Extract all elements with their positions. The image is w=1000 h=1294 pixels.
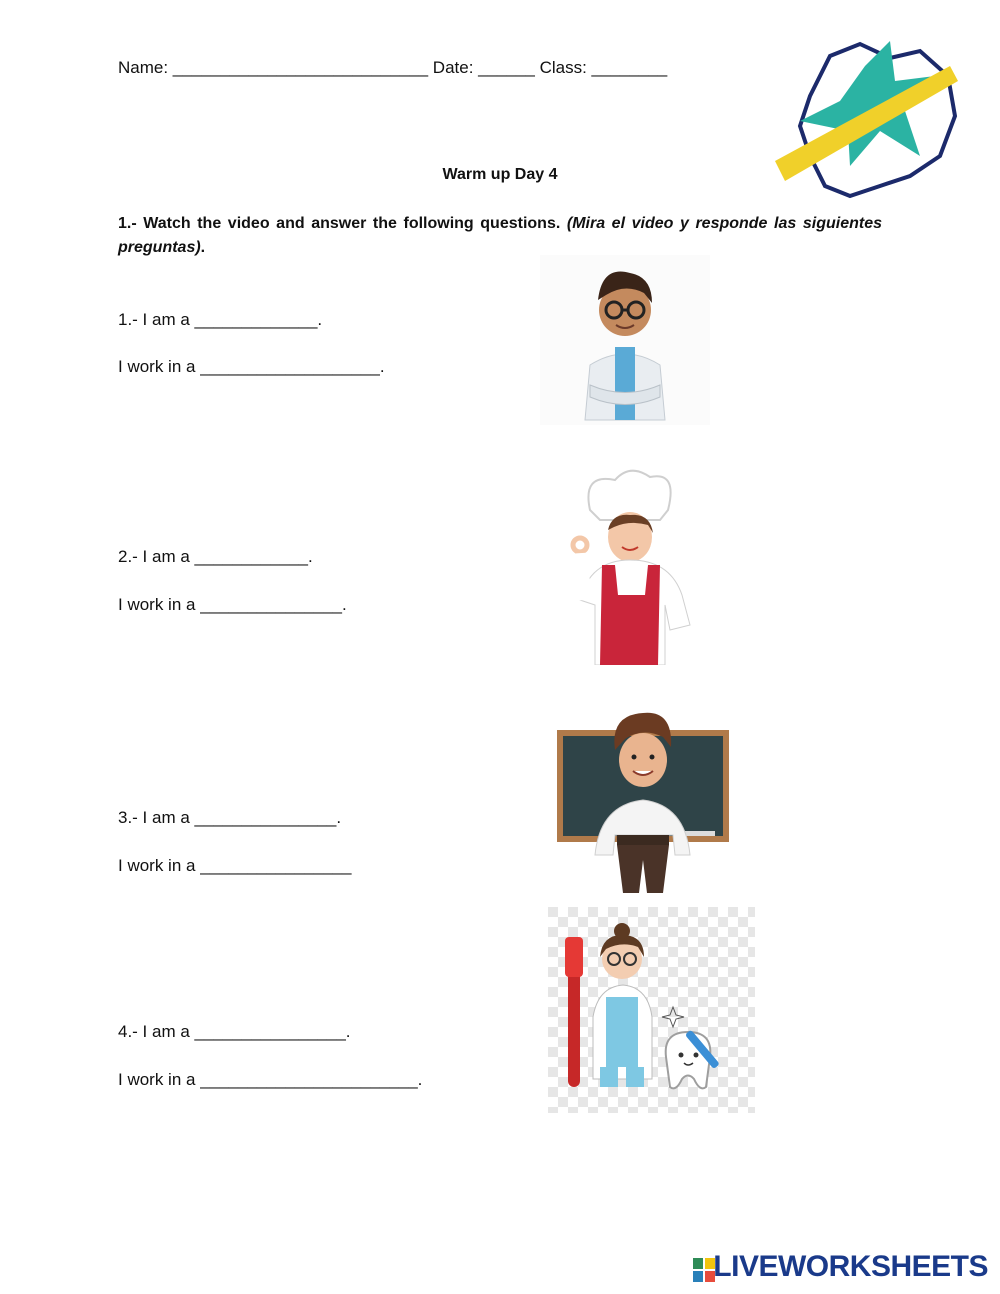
question-2-am[interactable]: 2.- I am a ____________. <box>118 547 313 566</box>
liveworksheets-brand: LIVEWORKSHEETS <box>713 1250 988 1283</box>
instruction-spanish: (Mira el video y responde las siguientes preguntas) <box>118 215 882 256</box>
question-4-am[interactable]: 4.- I am a ________________. <box>118 1022 351 1041</box>
question-4-work[interactable]: I work in a _______________________. <box>118 1070 423 1089</box>
question-1-work[interactable]: I work in a ___________________. <box>118 357 385 376</box>
dentist-illustration <box>548 907 755 1113</box>
chef-illustration <box>560 465 715 665</box>
question-3-work[interactable]: I work in a ________________ <box>118 856 352 875</box>
liveworksheets-logo-icon <box>693 1258 715 1282</box>
question-2-work[interactable]: I work in a _______________. <box>118 595 347 614</box>
instruction-text <box>118 212 882 260</box>
teacher-illustration <box>555 705 733 895</box>
scientist-illustration <box>540 255 710 425</box>
question-1-am[interactable]: 1.- I am a _____________. <box>118 310 323 329</box>
worksheet-title: Warm up Day 4 <box>442 166 558 183</box>
question-3-am[interactable]: 3.- I am a _______________. <box>118 808 342 827</box>
instruction-english: 1.- Watch the video and answer the following questions. <box>118 215 561 232</box>
instruction-end: . <box>200 239 206 256</box>
student-info-line: Name: ___________________________ Date: ______ Class: ________ <box>118 58 668 77</box>
